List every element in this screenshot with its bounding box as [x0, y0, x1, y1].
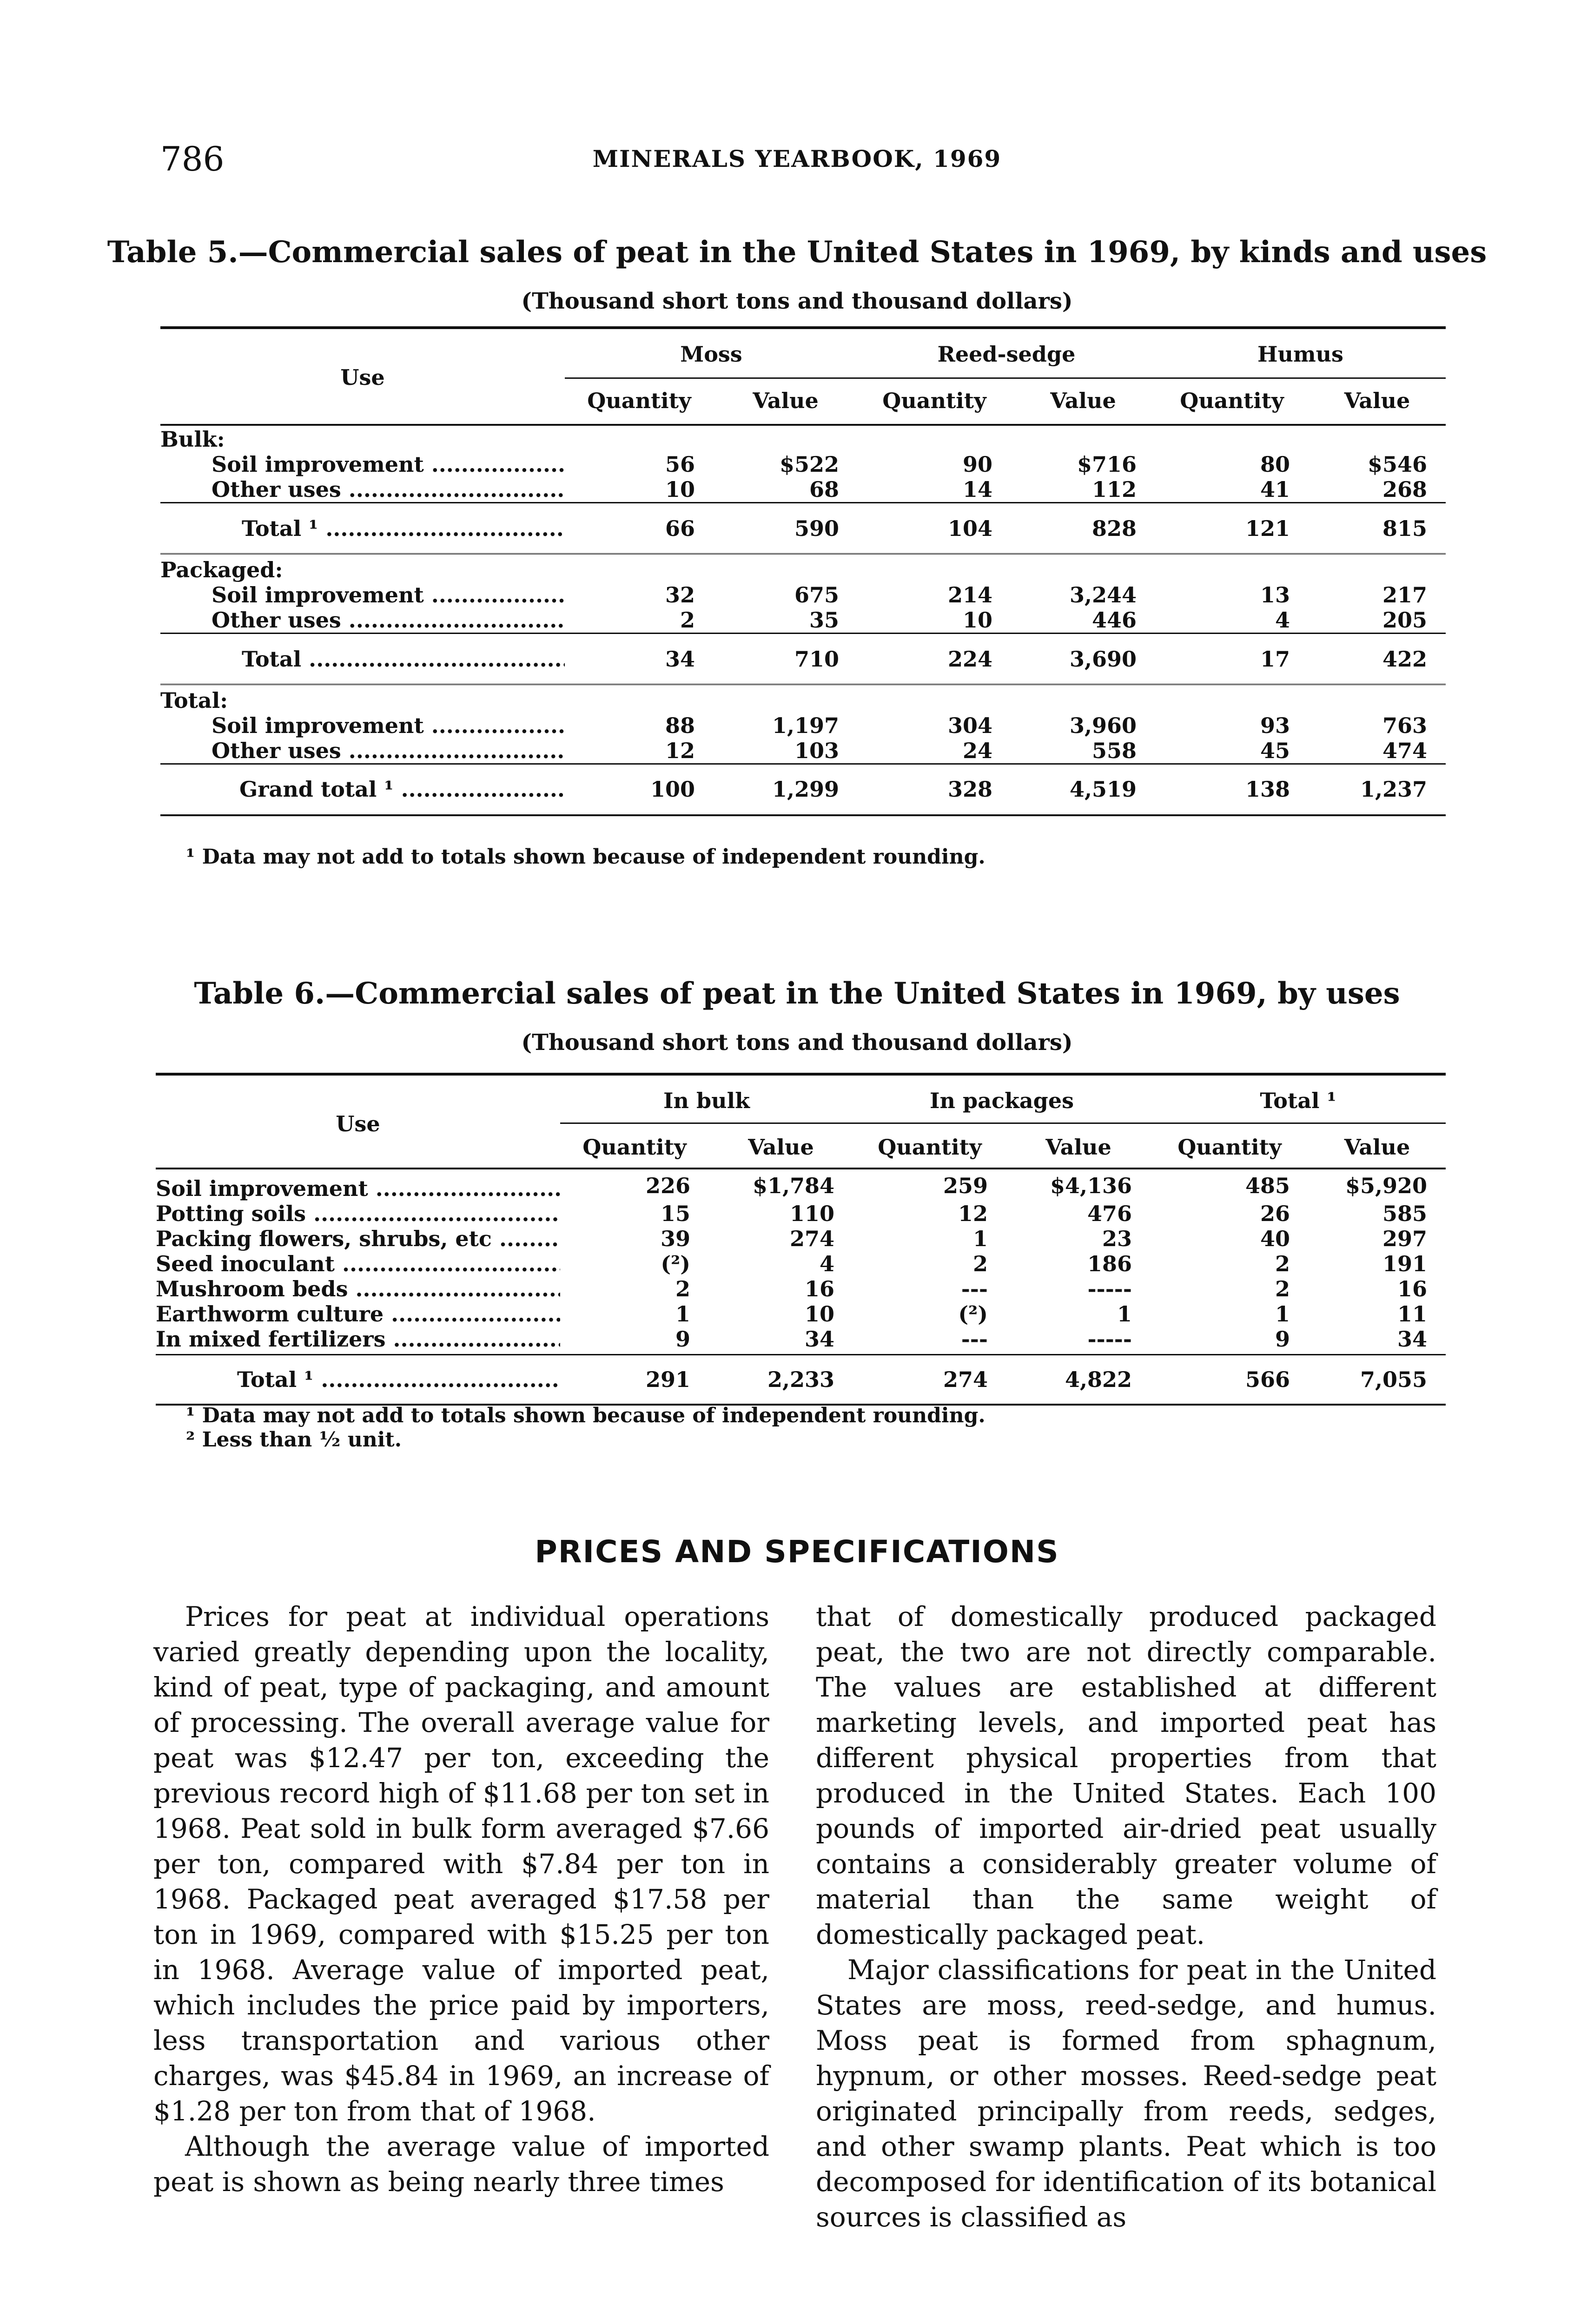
table5-cell: 68 [809, 477, 839, 502]
table5-cell: $546 [1367, 452, 1427, 477]
table5-cell: 32 [665, 582, 695, 607]
table6-cell: 110 [789, 1201, 834, 1226]
table6 [156, 1077, 1446, 1406]
table6-cell: 274 [789, 1226, 834, 1251]
table6-row-label: Packing flowers, shrubs, etc ..... [156, 1226, 560, 1251]
table5-cell: 763 [1382, 713, 1427, 738]
table6-cell: 2 [675, 1276, 690, 1301]
left-column [153, 1599, 769, 2199]
table5-cell: 45 [1260, 738, 1290, 763]
table5-cell: 558 [1091, 738, 1137, 763]
table6-cell: 40 [1260, 1226, 1290, 1251]
table6-row-label: Earthworm culture ..... [156, 1301, 560, 1327]
table6-cell: 1 [972, 1226, 988, 1251]
table5-cell: 675 [794, 582, 839, 607]
table5-title: Table 5.—Commercial sales of peat in the United States in 1969, by kinds and uses [107, 235, 1487, 270]
table5-top-rule [160, 326, 1446, 329]
table5-group-moss: Moss [680, 342, 742, 367]
table6-subheader: Value [1045, 1135, 1111, 1160]
table5-cell: 24 [962, 738, 992, 763]
body-paragraph: Prices for peat at individual operations varied greatly depending upon the locality, kind of peat, type of packaging, and amount of processing. The overall average value for peat was $12.47 per ton, exceeding the previous record high of $11.68 per ton set in 1968. Peat sold in bulk form averaged $7.66 per ton, compared with $7.84 per ton in 1968. Packaged peat averaged $17.58 per ton in 1969, compared with $15.25 per ton in 1968. Average value of imported peat, which includes the price paid by importers, less transportation and various other charges, was $45.84 in 1969, an increase of $1.28 per ton from that of 1968. [153, 1601, 769, 2127]
table6-cell: 39 [660, 1226, 690, 1251]
table5-total-cell: 17 [1260, 646, 1290, 672]
table6-total-cell: 566 [1245, 1367, 1290, 1392]
table5-total-cell: 34 [665, 646, 695, 672]
table6-cell: 1 [1117, 1301, 1132, 1327]
body-paragraph: Although the average value of imported peat is shown as being nearly three times [153, 2131, 769, 2198]
table5-total-cell: 121 [1245, 515, 1290, 541]
table5-subheader: Value [1050, 388, 1116, 413]
table5-cell: 474 [1382, 738, 1427, 763]
table5-cell: 56 [665, 452, 695, 477]
table5 [160, 331, 1446, 816]
table6-cell: 2 [972, 1251, 988, 1276]
table6-cell: 476 [1087, 1201, 1132, 1226]
table5-total-cell: 224 [947, 646, 992, 672]
table6-cell: 259 [943, 1173, 988, 1198]
table5-cell: 3,960 [1069, 713, 1137, 738]
table6-top-rule [156, 1073, 1446, 1076]
table6-cell: 2 [1275, 1251, 1290, 1276]
table6-subheader: Value [1344, 1135, 1410, 1160]
table5-cell: 35 [809, 607, 839, 633]
table6-footnote: ² Less than ½ unit. [186, 1428, 402, 1452]
table5-total-cell: 138 [1245, 777, 1290, 802]
table5-row-label: Soil improvement ..... [212, 452, 565, 477]
table5-row-label: Soil improvement ..... [212, 582, 565, 607]
table5-subheader: Quantity [587, 388, 691, 413]
table6-cell: 23 [1102, 1226, 1132, 1251]
table6-cell: $5,920 [1345, 1173, 1427, 1198]
table6-cell: 191 [1382, 1251, 1427, 1276]
table6-cell: 11 [1397, 1301, 1427, 1327]
table5-cell: 10 [962, 607, 992, 633]
table5-section-heading: Bulk: [160, 427, 225, 452]
table6-title: Table 6.—Commercial sales of peat in the United States in 1969, by uses [194, 976, 1400, 1011]
table5-total-cell: 590 [794, 515, 839, 541]
table5-row-label: Soil improvement ..... [212, 713, 565, 738]
table5-grand-total-label: Grand total ¹ ..... [239, 777, 565, 802]
table6-subtitle: (Thousand short tons and thousand dollars) [521, 1030, 1073, 1056]
page-number: 786 [160, 139, 225, 178]
table5-subheader: Quantity [1180, 388, 1284, 413]
table6-cell: 226 [645, 1173, 690, 1198]
table5-group-reed-sedge: Reed-sedge [937, 342, 1076, 367]
table5-subtitle: (Thousand short tons and thousand dollars) [521, 288, 1073, 314]
table6-total-cell: 291 [645, 1367, 690, 1392]
table5-cell: 1,197 [772, 713, 839, 738]
table5-cell: 268 [1382, 477, 1427, 502]
table5-cell: 304 [947, 713, 992, 738]
table6-cell: 485 [1245, 1173, 1290, 1198]
table6-cell: 585 [1382, 1201, 1427, 1226]
table6-cell: $1,784 [752, 1173, 834, 1198]
table6-cell: 9 [675, 1327, 690, 1352]
table5-total-label: Total ¹ ..... [242, 516, 565, 541]
table6-cell: --- [961, 1276, 988, 1301]
table5-subheader: Value [753, 388, 819, 413]
table5-group-humus: Humus [1257, 342, 1343, 367]
table6-cell: (²) [958, 1301, 988, 1327]
table6-cell: $4,136 [1050, 1173, 1132, 1198]
table5-subheader: Value [1344, 388, 1410, 413]
table5-total-cell: 104 [947, 515, 992, 541]
section-heading: PRICES AND SPECIFICATIONS [535, 1534, 1059, 1570]
table5-cell: 14 [962, 477, 992, 502]
table5-cell: 93 [1260, 713, 1290, 738]
table6-subheader: Quantity [1177, 1135, 1282, 1160]
table5-cell: 13 [1260, 582, 1290, 607]
table5-total-cell: 710 [794, 646, 839, 672]
table5-cell: 88 [665, 713, 695, 738]
table5-cell: 12 [665, 738, 695, 763]
body-paragraph: Major classifications for peat in the United States are moss, reed-sedge, and humus. Moss peat is formed from sphagnum, hypnum, or other mosses. Reed-sedge peat originated principally from reeds, sedges, and other swamp plants. Peat which is too decomposed for identification of its botanical sources is classified as [816, 1954, 1436, 2233]
table5-total-label: Total ..... [242, 647, 565, 672]
table6-cell: 1 [675, 1301, 690, 1327]
table6-row-label: In mixed fertilizers ..... [156, 1327, 560, 1352]
table5-total-cell: 1,237 [1360, 777, 1427, 802]
body-paragraph: that of domestically produced packaged peat, the two are not directly comparable. The values are established at different marketing levels, and imported peat has different physical properties from that produced in the United States. Each 100 pounds of imported air-dried peat usually contains a considerably greater volume of material than the same weight of domestically packaged peat. [816, 1601, 1436, 1950]
table6-subheader: Value [748, 1135, 814, 1160]
table5-cell: 205 [1382, 607, 1427, 633]
table5-total-cell: 100 [650, 777, 695, 802]
table5-cell: 217 [1382, 582, 1427, 607]
table6-total-label: Total ¹ ..... [237, 1367, 560, 1392]
table5-cell: 41 [1260, 477, 1290, 502]
table6-cell: 16 [804, 1276, 834, 1301]
table6-subheader: Quantity [582, 1135, 687, 1160]
table5-total-cell: 328 [947, 777, 992, 802]
table6-total-cell: 2,233 [767, 1367, 834, 1392]
table5-cell: $716 [1077, 452, 1137, 477]
table5-total-cell: 828 [1091, 515, 1137, 541]
table6-cell: 15 [660, 1201, 690, 1226]
table5-cell: 112 [1091, 477, 1137, 502]
table5-subheader: Quantity [882, 388, 986, 413]
table5-row-label: Other uses ..... [212, 738, 565, 763]
table5-cell: 103 [794, 738, 839, 763]
table5-cell: $522 [779, 452, 839, 477]
table5-total-cell: 815 [1382, 515, 1427, 541]
table5-total-cell: 422 [1382, 646, 1427, 672]
table6-group-total: Total ¹ [1260, 1088, 1336, 1113]
table6-cell: 16 [1397, 1276, 1427, 1301]
table6-row-label: Seed inoculant ..... [156, 1251, 560, 1276]
running-title: MINERALS YEARBOOK, 1969 [592, 145, 1002, 172]
table6-row-label: Potting soils ..... [156, 1201, 560, 1226]
table5-section-heading: Packaged: [160, 557, 283, 582]
table5-use-header: Use [340, 365, 385, 390]
table6-use-header: Use [336, 1111, 380, 1136]
table5-cell: 10 [665, 477, 695, 502]
table6-group-in-bulk: In bulk [663, 1088, 750, 1113]
table6-cell: 186 [1087, 1251, 1132, 1276]
table6-row-label: Mushroom beds ..... [156, 1276, 560, 1301]
table5-cell: 446 [1091, 607, 1137, 633]
table5-row-label: Other uses ..... [212, 607, 565, 633]
table6-total-cell: 274 [943, 1367, 988, 1392]
table6-cell: ----- [1087, 1276, 1132, 1301]
table6-cell: 10 [804, 1301, 834, 1327]
table5-cell: 3,244 [1069, 582, 1137, 607]
table5-cell: 214 [947, 582, 992, 607]
table6-cell: (²) [661, 1251, 690, 1276]
table5-cell: 90 [962, 452, 992, 477]
table6-row-label: Soil improvement ..... [156, 1176, 560, 1201]
table5-cell: 4 [1275, 607, 1290, 633]
table5-section-heading: Total: [160, 688, 228, 713]
table6-cell: 4 [819, 1251, 834, 1276]
table5-total-cell: 3,690 [1069, 646, 1137, 672]
table6-cell: 297 [1382, 1226, 1427, 1251]
table5-row-label: Other uses ..... [212, 477, 565, 502]
right-column [816, 1599, 1436, 2235]
table6-total-cell: 4,822 [1065, 1367, 1132, 1392]
table5-cell: 80 [1260, 452, 1290, 477]
table6-total-cell: 7,055 [1360, 1367, 1427, 1392]
table6-cell: 9 [1275, 1327, 1290, 1352]
table6-cell: --- [961, 1327, 988, 1352]
table6-cell: 1 [1275, 1301, 1290, 1327]
table6-cell: ----- [1087, 1327, 1132, 1352]
table6-cell: 26 [1260, 1201, 1290, 1226]
table6-subheader: Quantity [878, 1135, 982, 1160]
table5-total-cell: 4,519 [1069, 777, 1137, 802]
table5-total-cell: 1,299 [772, 777, 839, 802]
table6-cell: 34 [1397, 1327, 1427, 1352]
table6-group-in-packages: In packages [930, 1088, 1074, 1113]
table5-cell: 2 [680, 607, 695, 633]
table6-cell: 2 [1275, 1276, 1290, 1301]
table6-footnote: ¹ Data may not add to totals shown because of independent rounding. [186, 1404, 986, 1427]
table6-cell: 34 [804, 1327, 834, 1352]
table5-footnote: ¹ Data may not add to totals shown because of independent rounding. [186, 845, 986, 869]
table5-total-cell: 66 [665, 515, 695, 541]
table6-cell: 12 [958, 1201, 988, 1226]
